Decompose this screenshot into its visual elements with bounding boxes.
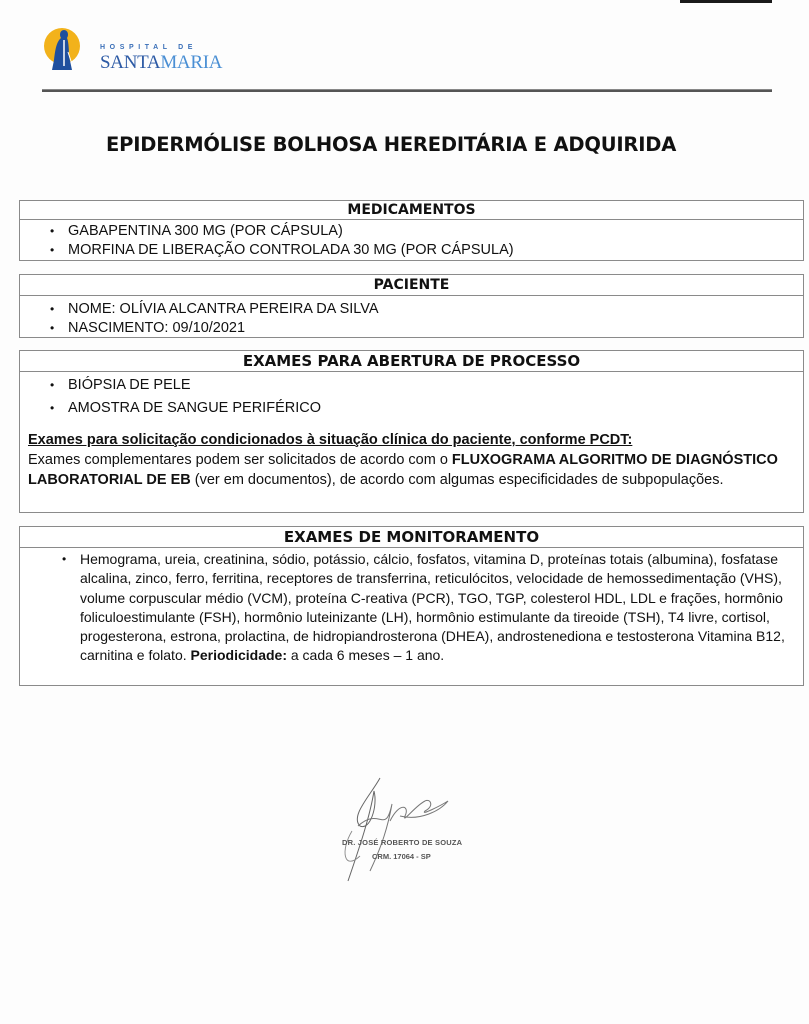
conditional-exams-text: Exames complementares podem ser solicitados de acordo com o FLUXOGRAMA ALGORITMO DE DIAGNÓSTICO LABORATORIAL DE EB (ver em documentos), de acordo com algumas especificidades de subpopulações. (28, 452, 778, 488)
section-medicamentos (19, 200, 804, 261)
periodicity-label: Periodicidade: (190, 647, 287, 664)
exam-list (68, 374, 795, 420)
patient-info-list (68, 300, 795, 338)
patient-name: • NOME: OLÍVIA ALCANTRA PEREIRA DA SILVA (68, 300, 795, 319)
list-item: • MORFINA DE LIBERAÇÃO CONTROLADA 30 MG (POR CÁPSULA) (68, 241, 795, 260)
logo-title: SANTAMARIA (100, 52, 223, 73)
hospital-logo-icon (42, 26, 86, 72)
section-exames-abertura (19, 350, 804, 513)
list-item: • GABAPENTINA 300 MG (POR CÁPSULA) (68, 222, 795, 241)
conditional-exams-title: Exames para solicitação condicionados à situação clínica do paciente, conforme PCDT: (28, 432, 633, 448)
monitoring-list (80, 550, 795, 666)
list-item: • Hemograma, ureia, creatinina, sódio, potássio, cálcio, fosfatos, vitamina D, proteínas totais (albumina), fosfatase alcalina, zinco, ferro, ferritina, receptores de transferrina, reticulócitos, velocidade de hemossedimentação (VHS), volume corpuscular médio (VCM), proteína C-reativa (PCR), TGO, TGP, colesterol HDL, LDL e frações, hormônio foliculoestimulante (FSH), hormônio luteinizante (LH), hormônio estimulante da tireoide (TSH), T4 livre, cortisol, progesterona, estrona, prolactina, de hidropiandrosterona (DHEA), androstenediona e testosterona Vitamina B12, carnitina e folato. Periodicidade: a cada 6 meses – 1 ano. (80, 550, 795, 666)
section-header: EXAMES DE MONITORAMENTO (20, 527, 803, 548)
top-edge-tab (680, 0, 772, 3)
header-divider (42, 89, 772, 92)
conditional-exams-note (20, 422, 803, 490)
doctor-name: DR. JOSÉ ROBERTO DE SOUZA (342, 838, 463, 847)
signature-scribble-icon (330, 776, 490, 891)
flowchart-reference: FLUXOGRAMA ALGORITMO DE DIAGNÓSTICO LABORATORIAL DE EB (28, 452, 778, 488)
section-exames-monitoramento (19, 526, 804, 686)
periodicity-value: a cada 6 meses – 1 ano. (286, 647, 445, 664)
doctor-crm: CRM. 17064 - SP (372, 852, 431, 861)
medication-list (68, 222, 795, 260)
list-item: • AMOSTRA DE SANGUE PERIFÉRICO (68, 397, 795, 420)
hospital-logo (42, 26, 223, 76)
list-item: • BIÓPSIA DE PELE (68, 374, 795, 397)
section-paciente (19, 274, 804, 338)
section-header: EXAMES PARA ABERTURA DE PROCESSO (20, 351, 803, 372)
patient-birthdate: • NASCIMENTO: 09/10/2021 (68, 319, 795, 338)
doctor-signature (330, 776, 490, 891)
logo-subtitle: HOSPITAL DE (100, 44, 198, 51)
section-header: PACIENTE (20, 275, 803, 296)
section-header: MEDICAMENTOS (20, 201, 803, 220)
document-title: EPIDERMÓLISE BOLHOSA HEREDITÁRIA E ADQUIRIDA (106, 133, 677, 156)
